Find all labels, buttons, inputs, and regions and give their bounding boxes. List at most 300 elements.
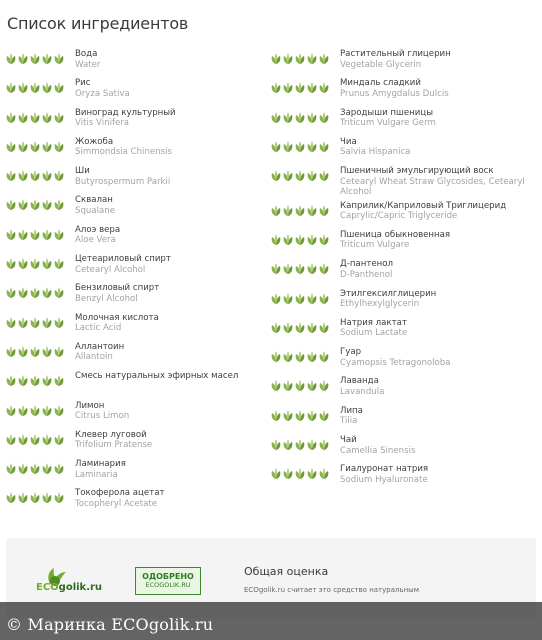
leaf-icon: [54, 287, 64, 299]
naturalness-rating: [6, 75, 75, 94]
leaf-icon: [283, 234, 293, 246]
leaf-icon: [18, 258, 28, 270]
ingredient-names: [340, 75, 537, 99]
ingredient-name-latin: Laminaria: [75, 469, 118, 480]
leaf-icon: [18, 317, 28, 329]
ingredient-names: [75, 398, 272, 422]
naturalness-rating: [6, 485, 75, 504]
leaf-icon: [307, 82, 317, 94]
leaf-icon: [319, 322, 329, 334]
overall-rating-text: ECOgolik.ru считает это средство натуральным: [244, 586, 419, 594]
leaf-icon: [283, 351, 293, 363]
naturalness-rating: [271, 461, 340, 480]
ingredient-names: [75, 134, 272, 158]
leaf-icon: [307, 53, 317, 65]
naturalness-rating: [6, 46, 75, 65]
naturalness-rating: [6, 456, 75, 475]
ingredient-row: [6, 46, 272, 75]
ingredient-names: [340, 344, 537, 368]
ingredient-names: [75, 105, 272, 129]
leaf-icon: [319, 293, 329, 305]
leaf-icon: [307, 410, 317, 422]
ingredient-names: [340, 163, 537, 198]
leaf-icon: [42, 434, 52, 446]
leaf-icon: [271, 293, 281, 305]
leaf-icon: [18, 405, 28, 417]
ingredient-name-ru: Чай: [340, 435, 357, 446]
naturalness-rating: [271, 344, 340, 363]
leaf-icon: [42, 492, 52, 504]
ingredient-name-latin: Benzyl Alcohol: [75, 293, 138, 304]
ingredient-row: [6, 339, 272, 368]
leaf-icon: [54, 141, 64, 153]
ingredient-row: [271, 46, 537, 75]
ingredient-names: [340, 105, 537, 129]
ingredient-name-ru: Гуар: [340, 347, 362, 358]
leaf-icon: [271, 234, 281, 246]
ingredient-names: [340, 46, 537, 70]
ingredient-row: [271, 256, 537, 285]
leaf-icon: [30, 346, 40, 358]
ingredient-row: [271, 227, 537, 256]
ingredient-name-latin: Vegetable Glycerin: [340, 59, 422, 70]
ingredient-names: [75, 163, 272, 187]
ingredient-names: [75, 280, 272, 304]
leaf-icon: [30, 434, 40, 446]
ingredient-names: [75, 192, 272, 216]
leaf-icon: [18, 82, 28, 94]
ingredient-name-ru: Чиа: [340, 136, 357, 147]
leaf-icon: [6, 229, 16, 241]
leaf-icon: [54, 463, 64, 475]
leaf-icon: [295, 141, 305, 153]
naturalness-rating: [6, 134, 75, 153]
leaf-icon: [295, 410, 305, 422]
leaf-icon: [54, 405, 64, 417]
leaf-icon: [42, 53, 52, 65]
ingredients-left-column: [6, 46, 272, 515]
leaf-icon: [6, 170, 16, 182]
ingredient-row: [6, 75, 272, 104]
leaf-icon: [30, 229, 40, 241]
ingredient-names: [340, 315, 537, 339]
leaf-icon: [6, 112, 16, 124]
ingredient-row: [271, 198, 537, 227]
naturalness-rating: [271, 227, 340, 246]
leaf-icon: [6, 375, 16, 387]
ingredient-row: [271, 75, 537, 104]
leaf-icon: [42, 287, 52, 299]
leaf-icon: [307, 439, 317, 451]
ingredient-names: [75, 339, 272, 363]
ingredient-name-ru: Цетеариловый спирт: [75, 254, 171, 265]
leaf-icon: [271, 53, 281, 65]
stamp-line-2: ECOGOLIK.RU: [145, 581, 191, 589]
leaf-icon: [30, 141, 40, 153]
ingredient-name-latin: Trifolium Pratense: [75, 440, 153, 451]
ingredient-names: [340, 134, 537, 158]
stamp-line-1: ОДОБРЕНО: [142, 572, 194, 581]
ingredient-row: [271, 432, 537, 461]
naturalness-rating: [271, 163, 340, 182]
leaf-icon: [54, 53, 64, 65]
ingredient-name-ru: Пшеничный эмульгирующий воск: [340, 166, 494, 177]
leaf-icon: [283, 53, 293, 65]
leaf-icon: [307, 234, 317, 246]
ingredient-row: [6, 192, 272, 221]
ingredient-names: [340, 286, 537, 310]
ingredient-names: [75, 485, 272, 509]
ingredient-names: [340, 403, 537, 427]
leaf-icon: [295, 205, 305, 217]
leaf-icon: [271, 170, 281, 182]
naturalness-rating: [271, 134, 340, 153]
ingredient-name-ru: Жожоба: [75, 136, 114, 147]
ingredient-row: [271, 105, 537, 134]
leaf-icon: [6, 53, 16, 65]
ingredient-name-ru: Каприлик/Каприловый Триглицерид: [340, 200, 507, 211]
leaf-icon: [307, 322, 317, 334]
leaf-icon: [283, 141, 293, 153]
leaf-icon: [295, 234, 305, 246]
ingredient-row: [6, 105, 272, 134]
leaf-icon: [283, 263, 293, 275]
leaf-icon: [271, 263, 281, 275]
leaf-icon: [307, 351, 317, 363]
leaf-icon: [319, 82, 329, 94]
leaf-icon: [6, 82, 16, 94]
leaf-icon: [30, 287, 40, 299]
ingredient-name-latin: Aloe Vera: [75, 235, 116, 246]
leaf-icon: [30, 375, 40, 387]
leaf-icon: [283, 468, 293, 480]
ingredient-names: [75, 456, 272, 480]
leaf-icon: [30, 258, 40, 270]
overall-rating-title: Общая оценка: [244, 565, 329, 578]
ingredient-name-latin: Water: [75, 59, 101, 70]
ingredient-name-ru: Смесь натуральных эфирных масел: [75, 371, 239, 382]
leaf-icon: [54, 317, 64, 329]
leaf-icon: [307, 468, 317, 480]
leaf-icon: [283, 293, 293, 305]
leaf-icon: [6, 346, 16, 358]
ingredient-name-ru: Клевер луговой: [75, 429, 147, 440]
leaf-icon: [42, 375, 52, 387]
leaf-icon: [271, 82, 281, 94]
ingredient-name-ru: Ламинария: [75, 459, 126, 470]
leaf-icon: [319, 234, 329, 246]
leaf-icon: [6, 405, 16, 417]
naturalness-rating: [6, 280, 75, 299]
ingredient-row: [6, 427, 272, 456]
leaf-icon: [42, 170, 52, 182]
ingredient-row: [6, 310, 272, 339]
ingredient-name-ru: Ши: [75, 166, 90, 177]
ingredient-name-latin: Oryza Sativa: [75, 88, 130, 99]
ingredient-name-latin: Camellia Sinensis: [340, 445, 416, 456]
leaf-icon: [30, 53, 40, 65]
naturalness-rating: [6, 251, 75, 270]
ingredient-name-latin: Salvia Hispanica: [340, 147, 411, 158]
leaf-icon: [6, 258, 16, 270]
ingredient-row: [271, 163, 537, 198]
ingredient-name-latin: Lavandula: [340, 386, 385, 397]
leaf-icon: [6, 492, 16, 504]
leaf-icon: [295, 322, 305, 334]
leaf-icon: [42, 141, 52, 153]
ingredient-names: [75, 310, 272, 334]
leaf-icon: [319, 468, 329, 480]
ingredient-name-latin: Cyamopsis Tetragonoloba: [340, 357, 451, 368]
ingredient-name-latin: Tilia: [340, 416, 358, 427]
ingredient-names: [75, 75, 272, 99]
ingredient-name-ru: Аллантоин: [75, 341, 125, 352]
leaf-icon: [6, 287, 16, 299]
leaf-icon: [18, 53, 28, 65]
leaf-icon: [6, 199, 16, 211]
ingredient-row: [6, 485, 272, 514]
ingredients-right-column: [271, 46, 537, 491]
leaf-icon: [283, 170, 293, 182]
leaf-icon: [295, 468, 305, 480]
ingredient-names: [340, 461, 537, 485]
naturalness-rating: [271, 198, 340, 217]
leaf-icon: [54, 170, 64, 182]
ingredient-name-latin: Sodium Hyaluronate: [340, 474, 428, 485]
ingredient-name-latin: Vitis Vinifera: [75, 118, 130, 129]
leaf-icon: [319, 53, 329, 65]
leaf-icon: [30, 170, 40, 182]
ingredient-name-latin: Lactic Acid: [75, 323, 122, 334]
leaf-icon: [319, 205, 329, 217]
leaf-icon: [18, 112, 28, 124]
leaf-icon: [271, 380, 281, 392]
ingredient-name-latin: Cetearyl Alcohol: [75, 264, 146, 275]
leaf-icon: [295, 170, 305, 182]
ingredient-row: [271, 134, 537, 163]
leaf-icon: [307, 293, 317, 305]
ingredient-name-ru: Липа: [340, 405, 363, 416]
leaf-icon: [42, 112, 52, 124]
leaf-icon: [54, 258, 64, 270]
ingredient-name-latin: Triticum Vulgare Germ: [340, 118, 436, 129]
naturalness-rating: [271, 315, 340, 334]
leaf-icon: [271, 112, 281, 124]
ingredient-name-latin: Prunus Amygdalus Dulcis: [340, 88, 449, 99]
ingredient-row: [6, 163, 272, 192]
naturalness-rating: [6, 310, 75, 329]
leaf-icon: [6, 141, 16, 153]
naturalness-rating: [271, 46, 340, 65]
ingredient-row: [6, 134, 272, 163]
leaf-icon: [54, 346, 64, 358]
ingredient-name-latin: Triticum Vulgare: [340, 240, 410, 251]
watermark-footer: [0, 602, 542, 640]
leaf-icon: [319, 410, 329, 422]
leaf-icon: [18, 141, 28, 153]
naturalness-rating: [271, 286, 340, 305]
ingredient-names: [75, 251, 272, 275]
leaf-icon: [271, 468, 281, 480]
ingredient-name-ru: Растительный глицерин: [340, 49, 451, 59]
leaf-icon: [54, 112, 64, 124]
ingredient-row: [271, 403, 537, 432]
leaf-icon: [283, 410, 293, 422]
ingredient-name-ru: Вода: [75, 49, 98, 59]
leaf-icon: [42, 199, 52, 211]
leaf-icon: [319, 380, 329, 392]
ingredient-name-latin: D-Panthenol: [340, 269, 393, 280]
leaf-icon: [295, 53, 305, 65]
leaf-icon: [42, 229, 52, 241]
ingredient-row: [6, 251, 272, 280]
ingredient-row: [6, 368, 272, 397]
ingredient-name-latin: Tocopheryl Acetate: [75, 498, 157, 509]
leaf-icon: [319, 112, 329, 124]
leaf-icon: [319, 263, 329, 275]
leaf-icon: [295, 112, 305, 124]
ingredient-row: [6, 222, 272, 251]
ingredient-row: [6, 456, 272, 485]
ingredient-names: [340, 432, 537, 456]
leaf-icon: [319, 170, 329, 182]
ingredient-names: [75, 46, 272, 70]
watermark-text: © Маринка ECOgolik.ru: [6, 615, 214, 634]
leaf-icon: [18, 229, 28, 241]
ingredient-name-latin: Caprylic/Capric Triglyceride: [340, 211, 458, 222]
leaf-icon: [307, 141, 317, 153]
leaf-icon: [54, 82, 64, 94]
ingredient-names: [340, 198, 537, 222]
leaf-icon: [271, 351, 281, 363]
ingredient-name-ru: Гиалуронат натрия: [340, 464, 429, 475]
ingredient-name-ru: Миндаль сладкий: [340, 78, 421, 89]
naturalness-rating: [271, 256, 340, 275]
ecogolik-logo: [36, 582, 102, 593]
leaf-icon: [30, 199, 40, 211]
leaf-icon: [6, 463, 16, 475]
leaf-icon: [18, 170, 28, 182]
ingredient-name-ru: Этилгексилглицерин: [340, 288, 437, 299]
naturalness-rating: [271, 105, 340, 124]
logo-eco-text: ECO: [36, 582, 59, 593]
leaf-icon: [307, 380, 317, 392]
ingredient-name-ru: Лаванда: [340, 376, 379, 387]
leaf-icon: [54, 375, 64, 387]
ingredient-names: [340, 256, 537, 280]
leaf-icon: [30, 82, 40, 94]
leaf-icon: [295, 380, 305, 392]
naturalness-rating: [6, 398, 75, 417]
leaf-icon: [295, 293, 305, 305]
leaf-icon: [42, 346, 52, 358]
leaf-icon: [6, 317, 16, 329]
leaf-icon: [307, 170, 317, 182]
leaf-icon: [283, 82, 293, 94]
ingredient-name-ru: Зародыши пшеницы: [340, 107, 434, 118]
ingredient-names: [75, 222, 272, 246]
logo-rest-text: golik.ru: [58, 582, 103, 593]
ingredient-name-latin: Simmondsia Chinensis: [75, 147, 172, 158]
ingredient-name-latin: Ethylhexylglycerin: [340, 299, 420, 310]
leaf-icon: [30, 405, 40, 417]
naturalness-rating: [6, 368, 75, 387]
ingredient-name-latin: Butyrospermum Parkii: [75, 176, 171, 187]
leaf-icon: [307, 112, 317, 124]
leaf-icon: [271, 322, 281, 334]
ingredient-names: [75, 427, 272, 451]
leaf-icon: [271, 205, 281, 217]
leaf-icon: [6, 434, 16, 446]
naturalness-rating: [6, 339, 75, 358]
ingredient-names: [340, 373, 537, 397]
ingredient-name-ru: Рис: [75, 78, 91, 89]
leaf-icon: [18, 375, 28, 387]
ingredient-row: [271, 373, 537, 402]
leaf-icon: [319, 141, 329, 153]
leaf-icon: [18, 287, 28, 299]
leaf-icon: [18, 463, 28, 475]
ingredient-name-ru: Алоэ вера: [75, 224, 121, 235]
leaf-icon: [54, 229, 64, 241]
leaf-icon: [295, 439, 305, 451]
ingredient-names: [75, 368, 272, 382]
ingredient-name-ru: Виноград культурный: [75, 107, 176, 118]
ingredient-name-ru: Бензиловый спирт: [75, 283, 160, 294]
leaf-icon: [271, 141, 281, 153]
ingredient-name-ru: Лимон: [75, 400, 105, 411]
leaf-icon: [18, 346, 28, 358]
ingredient-names: [340, 227, 537, 251]
leaf-icon: [30, 112, 40, 124]
page-title: Список ингредиентов: [7, 14, 189, 33]
approved-stamp: [135, 567, 201, 595]
ingredient-name-latin: Cetearyl Wheat Straw Glycosides, Cetearyl Alcohol: [340, 176, 525, 198]
leaf-icon: [319, 439, 329, 451]
ingredient-row: [271, 461, 537, 490]
naturalness-rating: [6, 222, 75, 241]
leaf-icon: [30, 317, 40, 329]
leaf-icon: [271, 439, 281, 451]
ingredient-row: [6, 398, 272, 427]
ingredient-name-ru: Пшеница обыкновенная: [340, 229, 451, 240]
ingredient-name-ru: Токоферола ацетат: [75, 488, 165, 499]
leaf-icon: [42, 463, 52, 475]
leaf-icon: [283, 439, 293, 451]
naturalness-rating: [6, 105, 75, 124]
ingredient-name-ru: Сквалан: [75, 195, 113, 206]
leaf-icon: [295, 263, 305, 275]
leaf-icon: [54, 492, 64, 504]
leaf-icon: [54, 434, 64, 446]
leaf-icon: [42, 258, 52, 270]
ingredient-row: [271, 286, 537, 315]
naturalness-rating: [6, 163, 75, 182]
naturalness-rating: [271, 373, 340, 392]
leaf-icon: [42, 82, 52, 94]
naturalness-rating: [6, 192, 75, 211]
leaf-icon: [42, 317, 52, 329]
leaf-icon: [18, 199, 28, 211]
ingredient-row: [6, 280, 272, 309]
leaf-icon: [18, 492, 28, 504]
naturalness-rating: [6, 427, 75, 446]
naturalness-rating: [271, 432, 340, 451]
leaf-icon: [307, 263, 317, 275]
leaf-icon: [54, 199, 64, 211]
leaf-icon: [42, 405, 52, 417]
leaf-icon: [295, 351, 305, 363]
